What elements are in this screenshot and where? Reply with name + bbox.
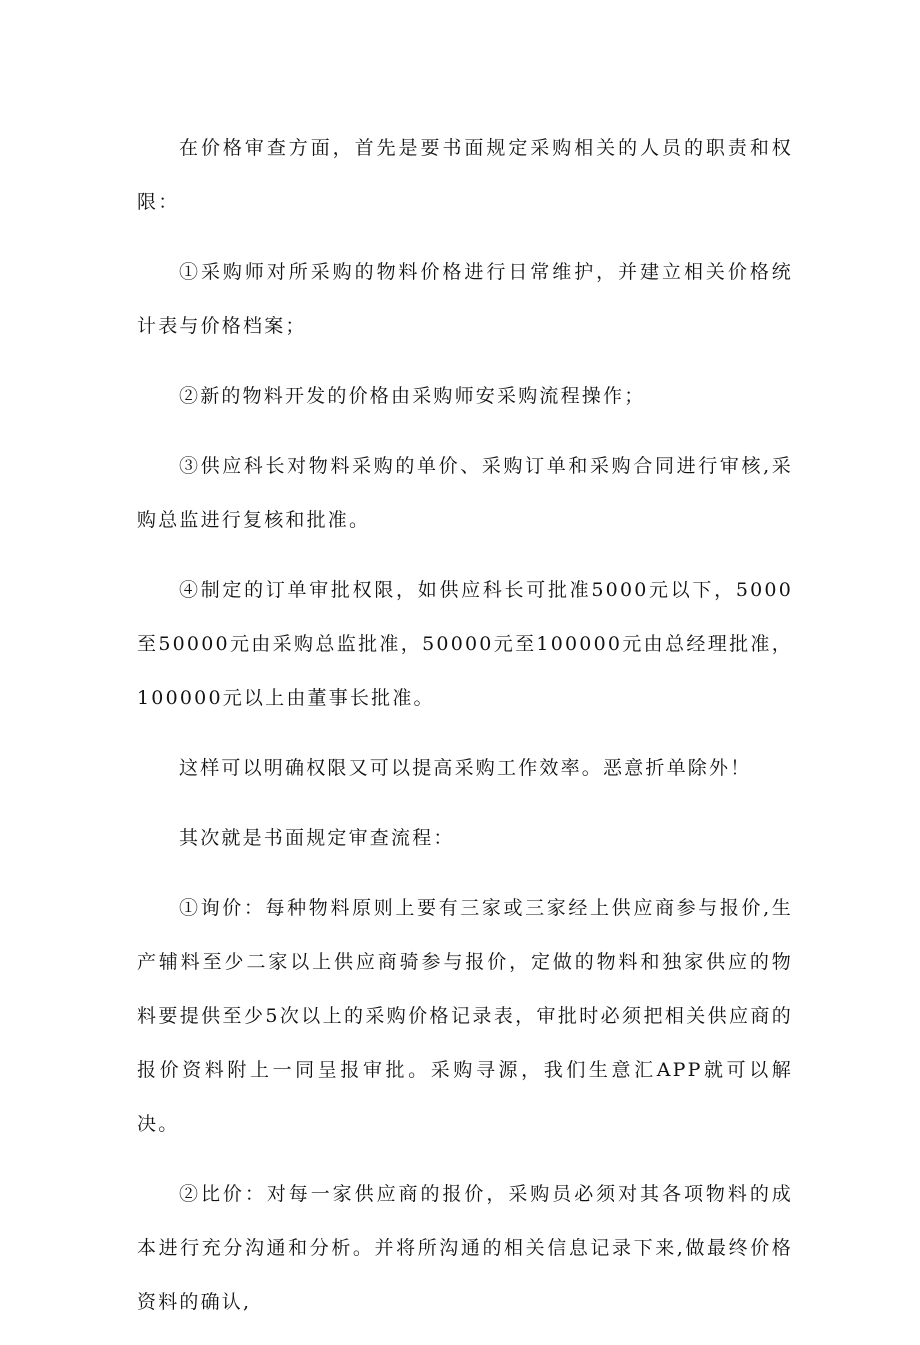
paragraph-efficiency-note: 这样可以明确权限又可以提高采购工作效率。恶意折单除外！ bbox=[179, 757, 752, 779]
paragraph-item-1-buyer: ①采购师对所采购的物料价格进行日常维护，并建立相关价格统计表与价格档案； bbox=[137, 261, 793, 337]
paragraph-item-2-new-material: ②新的物料开发的价格由采购师安采购流程操作； bbox=[179, 385, 646, 407]
paragraph-price-review-intro: 在价格审查方面，首先是要书面规定采购相关的人员的职责和权限： bbox=[137, 137, 793, 213]
document-body bbox=[137, 121, 793, 1345]
paragraph-item-3-supply-chief: ③供应科长对物料采购的单价、采购订单和采购合同进行审核,采购总监进行复核和批准。 bbox=[137, 455, 793, 531]
paragraph-inquiry: ①询价：每种物料原则上要有三家或三家经上供应商参与报价,生产辅料至少二家以上供应商骑参与报价，定做的物料和独家供应的物料要提供至少5次以上的采购价格记录表，审批时必须把相关供应商的报价资料附上一同呈报审批。采购寻源，我们生意汇APP就可以解决。 bbox=[137, 897, 793, 1135]
paragraph-review-process-intro: 其次就是书面规定审查流程： bbox=[179, 827, 455, 849]
paragraph-item-4-approval-limits: ④制定的订单审批权限，如供应科长可批准5000元以下，5000至50000元由采购总监批准，50000元至100000元由总经理批准，100000元以上由董事长批准。 bbox=[137, 579, 793, 709]
paragraph-price-comparison: ②比价：对每一家供应商的报价，采购员必须对其各项物料的成本进行充分沟通和分析。并将所沟通的相关信息记录下来,做最终价格资料的确认, bbox=[137, 1183, 793, 1313]
